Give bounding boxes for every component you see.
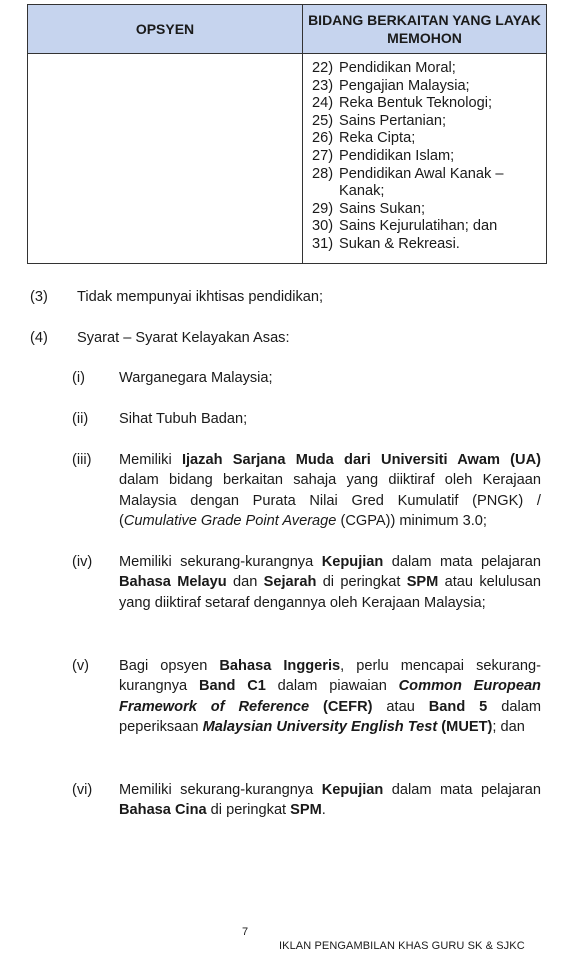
- muet-abbr: (MUET): [437, 719, 493, 736]
- field-name: Sains Sukan;: [339, 200, 425, 217]
- text-run: Bagi opsyen: [119, 658, 220, 674]
- header-option: OPSYEN: [28, 5, 303, 54]
- sub-condition-text: Sihat Tubuh Badan;: [119, 411, 248, 427]
- sub-condition-number: (iii): [72, 452, 92, 468]
- field-name: Pendidikan Moral;: [339, 60, 456, 76]
- sub-condition-number: (v): [72, 658, 90, 674]
- text-run: (CGPA)) minimum 3.0;: [336, 513, 487, 530]
- band-term: Band 5: [428, 698, 488, 715]
- sub-condition-text: [119, 552, 541, 613]
- sub-condition-number: (iv): [72, 554, 93, 570]
- sub-condition-number: (vi): [72, 782, 93, 798]
- text-run: ; dan: [492, 719, 525, 736]
- field-number: 30): [312, 218, 334, 235]
- field-name: Sukan & Rekreasi.: [339, 235, 460, 252]
- sub-condition-number: (i): [72, 370, 85, 386]
- band-term: Band C1: [198, 678, 266, 695]
- cefr-abbr: (CEFR): [309, 698, 373, 715]
- list-item: [312, 95, 546, 113]
- condition-text: Tidak mempunyai ikhtisas pendidikan;: [77, 289, 324, 305]
- subject-term: Bahasa Inggeris: [219, 658, 341, 674]
- field-number: 29): [312, 200, 334, 217]
- list-item: [312, 148, 546, 166]
- subject-term: Bahasa Melayu: [119, 574, 227, 591]
- text-run: di peringkat: [206, 802, 291, 819]
- muet-term: Malaysian University English Test: [202, 719, 438, 736]
- sub-condition-text: [119, 780, 541, 821]
- field-name: Reka Bentuk Teknologi;: [339, 95, 493, 112]
- text-run: , perlu mencapai sekurang-kurangnya: [119, 658, 541, 695]
- list-item: [312, 130, 546, 148]
- list-item: [312, 60, 546, 78]
- footer-title: IKLAN PENGAMBILAN KHAS GURU SK & SJKC: [279, 940, 525, 952]
- requirements-table: [27, 4, 547, 264]
- list-item: [312, 236, 546, 254]
- condition-number: (3): [30, 289, 48, 305]
- subject-term: Bahasa Cina: [119, 802, 207, 819]
- field-name: Reka Cipta;: [339, 130, 416, 147]
- sub-condition-text: [119, 656, 541, 738]
- exam-term: SPM: [290, 802, 322, 819]
- text-run: atau kelulusan yang diiktiraf setaraf dengannya oleh Kerajaan Malaysia;: [119, 574, 541, 611]
- text-run: atau: [372, 698, 429, 715]
- field-number: 25): [312, 112, 334, 129]
- field-number: 27): [312, 147, 334, 164]
- sub-condition-text: [119, 450, 541, 532]
- list-item: [312, 201, 546, 219]
- text-run: dan: [226, 574, 264, 591]
- text-run: dalam mata pelajaran: [383, 782, 541, 798]
- text-run: dalam peperiksaan: [119, 698, 541, 736]
- sub-condition-text: Warganegara Malaysia;: [119, 370, 273, 386]
- text-run: dalam piawaian: [265, 678, 399, 695]
- text-run: dalam mata pelajaran: [383, 554, 541, 570]
- header-fields: BIDANG BERKAITAN YANG LAYAK MEMOHON: [303, 5, 547, 54]
- text-run: Memiliki sekurang-kurangnya: [119, 782, 322, 798]
- grade-term: Kepujian: [321, 554, 384, 570]
- list-item: [312, 166, 546, 201]
- cgpa-term: Cumulative Grade Point Average: [123, 513, 337, 530]
- field-number: 28): [312, 165, 334, 182]
- exam-term: SPM: [406, 574, 439, 591]
- fields-cell: [303, 54, 547, 264]
- field-number: 26): [312, 130, 334, 147]
- list-item: [312, 78, 546, 96]
- grade-term: Kepujian: [321, 782, 384, 798]
- option-cell: [28, 54, 303, 264]
- list-item: [312, 218, 546, 236]
- text-run: dalam bidang berkaitan sahaja yang diiktiraf oleh Kerajaan Malaysia dengan Purata Nilai Gred Kumulatif (PNGK) / (: [119, 472, 541, 530]
- text-run: Memiliki: [119, 452, 182, 468]
- field-name: Pendidikan Awal Kanak – Kanak;: [339, 165, 504, 200]
- list-item: [312, 113, 546, 131]
- field-number: 24): [312, 95, 334, 112]
- text-run: Memiliki sekurang-kurangnya: [119, 554, 322, 570]
- field-number: 22): [312, 60, 334, 76]
- field-name: Sains Pertanian;: [339, 112, 447, 129]
- degree-requirement: Ijazah Sarjana Muda dari Universiti Awam (UA): [181, 452, 541, 468]
- sub-condition-number: (ii): [72, 411, 89, 427]
- table-header-row: [28, 5, 547, 54]
- field-name: Sains Kejurulatihan; dan: [339, 218, 498, 235]
- text-run: .: [321, 802, 326, 819]
- fields-list: [303, 60, 546, 254]
- field-number: 23): [312, 77, 334, 94]
- table-row: [28, 54, 547, 264]
- page-number: 7: [242, 926, 249, 938]
- field-name: Pendidikan Islam;: [339, 147, 455, 164]
- subject-term: Sejarah: [263, 574, 317, 591]
- field-name: Pengajian Malaysia;: [339, 77, 470, 94]
- field-number: 31): [312, 235, 334, 252]
- condition-number: (4): [30, 330, 48, 346]
- condition-text: Syarat – Syarat Kelayakan Asas:: [77, 330, 290, 346]
- cefr-term: Common European Framework of Reference: [119, 678, 541, 715]
- text-run: di peringkat: [316, 574, 407, 591]
